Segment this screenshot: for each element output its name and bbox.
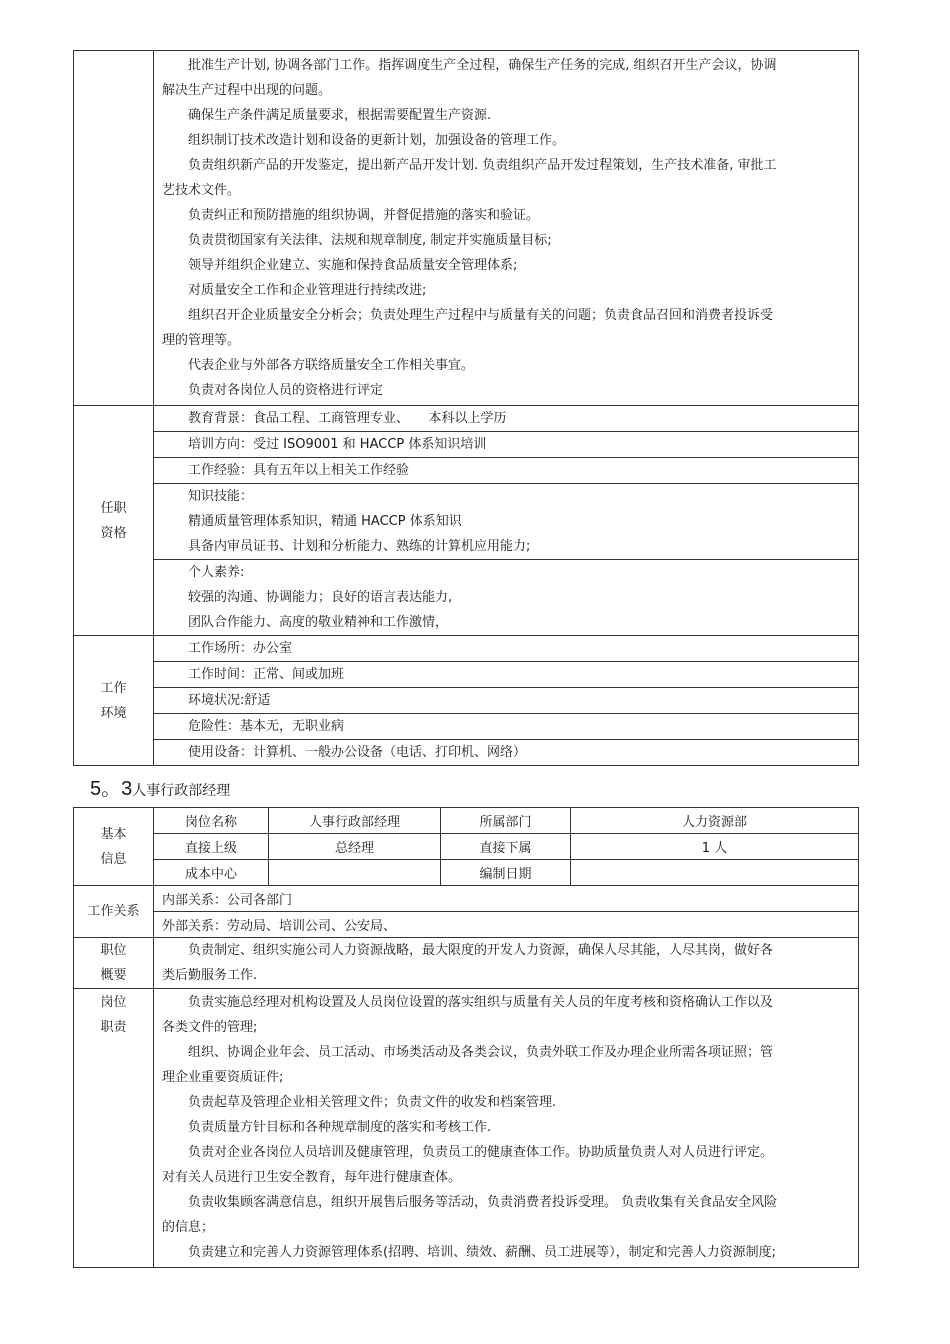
duty-line: 组织召开企业质量安全分析会；负责处理生产过程中与质量有关的问题；负责食品召回和消费者投诉受 — [188, 308, 774, 323]
knowledge-line: 精通质量管理体系知识，精通 HACCP 体系知识 — [188, 514, 462, 529]
duty-line: 负责实施总经理对机构设置及人员岗位设置的落实组织与质量有关人员的年度考核和资格确认工作以及 — [188, 995, 774, 1010]
overview-row — [74, 938, 859, 989]
qualification-label-line: 资格 — [100, 525, 127, 541]
overview-line: 类后勤服务工作. — [162, 968, 258, 983]
relation-label: 工作关系 — [74, 886, 154, 938]
duty-line: 负责纠正和预防措施的组织协调，并督促措施的落实和验证。 — [188, 208, 540, 223]
department-label: 所属部门 — [441, 808, 571, 834]
cost-center-value — [269, 860, 441, 886]
personal-line: 团队合作能力、高度的敬业精神和工作激情， — [188, 615, 449, 630]
basic-info-label-line: 基本 — [100, 826, 127, 842]
relation-row — [74, 886, 859, 912]
knowledge-cell — [154, 484, 859, 560]
education-text: 教育背景：食品工程、工商管理专业、 本科以上学历 — [188, 411, 507, 426]
duty-line: 组织制订技术改造计划和设备的更新计划，加强设备的管理工作。 — [188, 133, 566, 148]
overview-label — [74, 938, 154, 989]
overview-line: 负责制定、组织实施公司人力资源战略，最大限度的开发人力资源，确保人尽其能，人尽其岗，做好各 — [188, 943, 774, 958]
environment-text: 环境状况:舒适 — [188, 693, 271, 708]
duty-line: 的信息； — [162, 1220, 215, 1235]
duty-line: 对质量安全工作和企业管理进行持续改进; — [188, 283, 427, 298]
subordinate-value: 1 人 — [571, 834, 859, 860]
post-name-label: 岗位名称 — [154, 808, 269, 834]
overview-cell — [154, 938, 859, 989]
environment-row — [74, 740, 859, 766]
environment-cell — [154, 740, 859, 766]
duty-line: 对有关人员进行卫生安全教育，每年进行健康查体。 — [162, 1170, 462, 1185]
basic-info-row — [74, 808, 859, 834]
internal-relation: 内部关系：公司各部门 — [154, 886, 859, 912]
overview-label-line: 职位 — [100, 943, 127, 958]
personal-line: 个人素养: — [188, 565, 245, 580]
duty-line: 理的管理等。 — [162, 333, 241, 348]
top-table — [73, 50, 859, 766]
knowledge-line: 知识技能： — [188, 489, 254, 504]
duties-cell — [154, 51, 859, 406]
date-value — [571, 860, 859, 886]
section-title: 人事行政部经理 — [132, 783, 231, 799]
duty-line: 确保生产条件满足质量要求，根据需要配置生产资源. — [188, 108, 492, 123]
duty-line: 理企业重要资质证件; — [162, 1070, 284, 1085]
environment-label — [74, 636, 154, 766]
knowledge-line: 具备内审员证书、计划和分析能力、熟练的计算机应用能力; — [188, 539, 531, 554]
date-label: 编制日期 — [441, 860, 571, 886]
education-cell — [154, 406, 859, 432]
experience-cell — [154, 458, 859, 484]
subordinate-label: 直接下属 — [441, 834, 571, 860]
qualification-label-line: 任职 — [100, 500, 127, 516]
duty-line: 负责收集顾客满意信息，组织开展售后服务等活动，负责消费者投诉受理。 负责收集有关食品安全风险 — [188, 1195, 778, 1210]
qualification-row — [74, 458, 859, 484]
duties-label-cell — [74, 51, 154, 406]
basic-info-row — [74, 834, 859, 860]
duty-row — [74, 989, 859, 1268]
cost-center-label: 成本中心 — [154, 860, 269, 886]
section-number: 5。3 — [90, 778, 133, 800]
duty-line: 领导并组织企业建立、实施和保持食品质量安全管理体系; — [188, 258, 518, 273]
qualification-label — [74, 406, 154, 636]
environment-row — [74, 714, 859, 740]
external-relation: 外部关系：劳动局、培训公司、公安局、 — [154, 912, 859, 938]
duty-line: 负责起草及管理企业相关管理文件；负责文件的收发和档案管理. — [188, 1095, 557, 1110]
duty-cell — [154, 989, 859, 1268]
duty-line: 负责质量方针目标和各种规章制度的落实和考核工作. — [188, 1120, 492, 1135]
section-heading — [90, 772, 230, 801]
qualification-row — [74, 406, 859, 432]
qualification-row — [74, 432, 859, 458]
environment-text: 工作场所：办公室 — [188, 641, 293, 656]
environment-text: 危险性：基本无，无职业病 — [188, 719, 345, 734]
duty-line: 各类文件的管理; — [162, 1020, 258, 1035]
duties-row — [74, 51, 859, 406]
superior-value: 总经理 — [269, 834, 441, 860]
duty-label-line: 职责 — [100, 1020, 127, 1035]
environment-text: 使用设备：计算机、一般办公设备（电话、打印机、网络） — [188, 745, 527, 760]
overview-label-line: 概要 — [100, 968, 127, 983]
qualification-row — [74, 484, 859, 560]
qualification-row — [74, 560, 859, 636]
duty-line: 代表企业与外部各方联络质量安全工作相关事宜。 — [188, 358, 475, 373]
environment-cell — [154, 688, 859, 714]
post-name-value: 人事行政部经理 — [269, 808, 441, 834]
duty-label-line: 岗位 — [100, 995, 127, 1010]
duty-line: 负责贯彻国家有关法律、法规和规章制度, 制定并实施质量目标; — [188, 233, 552, 248]
environment-row — [74, 688, 859, 714]
environment-cell — [154, 636, 859, 662]
duty-line: 批准生产计划, 协调各部门工作。指挥调度生产全过程，确保生产任务的完成, 组织召开生产会议，协调 — [188, 58, 777, 73]
basic-info-label — [74, 808, 154, 886]
duty-line: 艺技术文件。 — [162, 183, 241, 198]
environment-row — [74, 636, 859, 662]
duty-line: 组织、协调企业年会、员工活动、市场类活动及各类会议，负责外联工作及办理企业所需各项证照；管 — [188, 1045, 774, 1060]
bottom-table — [73, 807, 859, 1268]
personal-line: 较强的沟通、协调能力；良好的语言表达能力, — [188, 590, 453, 605]
duty-line: 负责建立和完善人力资源管理体系(招聘、培训、绩效、薪酬、员工进展等），制定和完善人力资源制度; — [188, 1245, 776, 1260]
relation-row — [74, 912, 859, 938]
duty-label — [74, 989, 154, 1268]
environment-label-line: 环境 — [100, 705, 127, 721]
training-text: 培训方向：受过 ISO9001 和 HACCP 体系知识培训 — [188, 437, 487, 452]
environment-label-line: 工作 — [100, 680, 127, 696]
duty-line: 负责对企业各岗位人员培训及健康管理，负责员工的健康查体工作。协助质量负责人对人员进行评定。 — [188, 1145, 774, 1160]
personal-cell — [154, 560, 859, 636]
environment-cell — [154, 714, 859, 740]
duty-line: 负责组织新产品的开发鉴定，提出新产品开发计划. 负责组织产品开发过程策划，生产技术准备, 审批工 — [188, 158, 777, 173]
duty-line: 负责对各岗位人员的资格进行评定 — [188, 383, 384, 398]
experience-text: 工作经验：具有五年以上相关工作经验 — [188, 463, 410, 478]
environment-cell — [154, 662, 859, 688]
department-value: 人力资源部 — [571, 808, 859, 834]
duty-line: 解决生产过程中出现的问题。 — [162, 83, 332, 98]
training-cell — [154, 432, 859, 458]
environment-row — [74, 662, 859, 688]
basic-info-label-line: 信息 — [100, 851, 127, 867]
superior-label: 直接上级 — [154, 834, 269, 860]
basic-info-row — [74, 860, 859, 886]
environment-text: 工作时间：正常、间或加班 — [188, 667, 345, 682]
